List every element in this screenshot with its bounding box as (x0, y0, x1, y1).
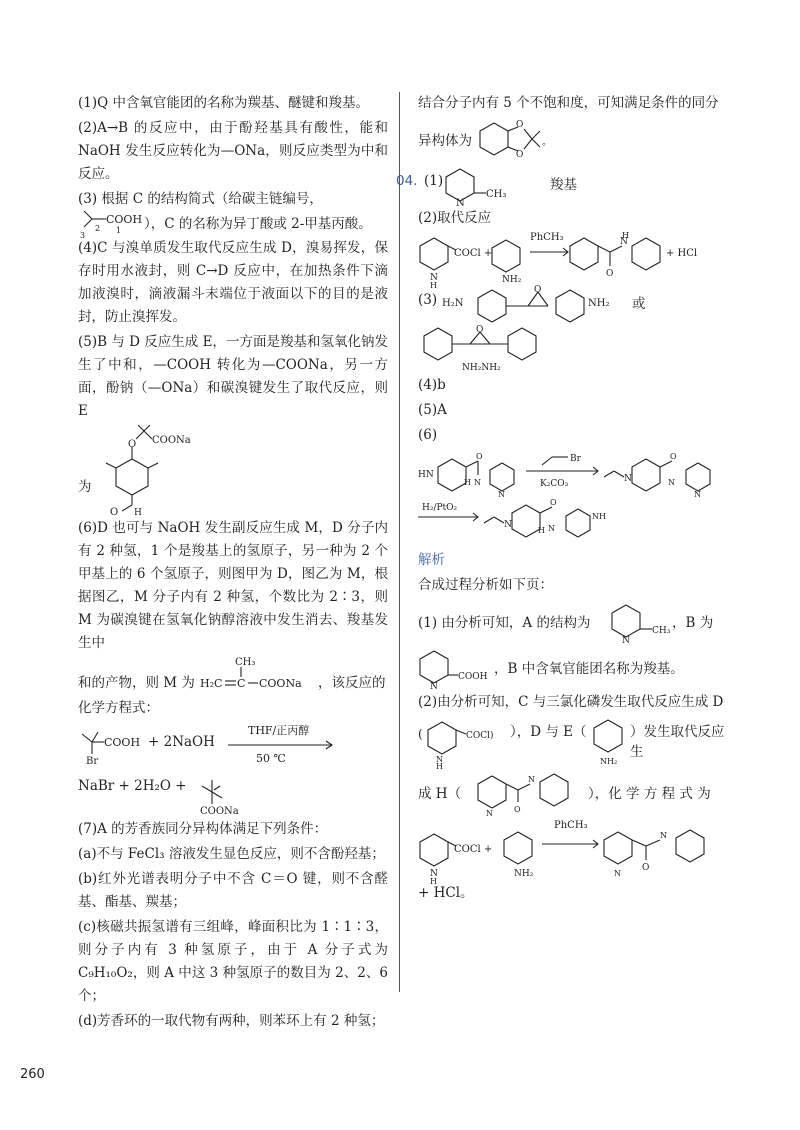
analysis-2b: ），D 与 E（ (510, 724, 587, 740)
svg-text:COCl +: COCl + (454, 248, 493, 259)
answer-6c: 化学方程式： (78, 700, 159, 716)
answer-7a: (a)不与 FeCl₃ 溶液发生显色反应，则不含酚羟基； (78, 846, 385, 862)
column-divider (399, 92, 400, 992)
svg-text:Br: Br (86, 756, 99, 767)
eq-cond-bottom: 50 ℃ (256, 752, 286, 765)
benzodioxole-structure (476, 113, 556, 163)
equation-row-1 (78, 722, 388, 772)
equation-row-2 (78, 772, 388, 818)
a6: (6) (418, 427, 438, 443)
right-r2-line (418, 117, 728, 165)
svg-text:H: H (538, 526, 545, 535)
svg-text:COCl): COCl) (466, 731, 494, 741)
analysis-1c: ，B 中含氧官能团名称为羧基。 (494, 661, 684, 677)
svg-text:N: N (660, 831, 667, 840)
svg-text:(: ( (418, 727, 423, 741)
svg-text:O: O (110, 507, 119, 518)
svg-text:C: C (237, 677, 246, 690)
answer-4: (4)C 与溴单质发生取代反应生成 D，溴易挥发，保存时用水液封，则 C→D 反应中，在加热条件下滴加液溴时，滴液漏斗末端位于液面以下的目的是液封，防止溴挥发。 (78, 240, 388, 325)
analysis-1a: (1) 由分析可知，A 的结构为 (418, 615, 591, 631)
svg-text:N: N (430, 273, 438, 283)
svg-text:H₂N: H₂N (442, 298, 464, 309)
analysis-2-line (418, 716, 728, 771)
answer-7d: (d)芳香环的一取代物有两种，则苯环上有 2 种氢； (78, 1013, 385, 1029)
a6-reaction-2 (418, 499, 658, 549)
answer-5-structure (78, 425, 388, 517)
svg-text:O: O (514, 805, 521, 814)
svg-text:N: N (620, 237, 628, 247)
analysis-2-equation (418, 818, 728, 886)
answer-3a: (3) 根据 C 的结构简式（给碳主链编号， (78, 191, 323, 207)
a6-row-2 (418, 499, 728, 549)
a6-cond-2: H₂/PtO₂ (422, 503, 458, 513)
a6-row-1 (418, 449, 728, 499)
svg-text:N: N (504, 520, 512, 530)
svg-text:N: N (498, 490, 505, 499)
answer-5-wei: 为 (78, 479, 92, 495)
svg-text:N: N (622, 636, 630, 646)
compound-m-structure (198, 657, 328, 697)
analysis-2d: 成 H（ (418, 786, 462, 802)
svg-text:NH: NH (592, 512, 606, 521)
answer-6: (6)D 也可与 NaOH 发生副反应生成 M，D 分子内有 2 种氢，1 个是羧基上的氢原子，另一种为 2 个甲基上的 6 个氢原子，则图甲为 D，图乙为 M，根据图乙，M 分子内有 2 种氢，个数比为 2∶3，则 M 为碳溴键在氢氧化钠醇溶液中发生消去、羧基发生中 (78, 520, 388, 651)
methacrylate-structure (196, 772, 276, 818)
a5: (5)A (418, 402, 447, 418)
analysis-2-cond: PhCH₃ (554, 820, 588, 831)
analysis-1-line-2 (418, 645, 728, 691)
svg-text:N: N (528, 775, 535, 784)
a3-structure-2 (418, 322, 558, 374)
answer-3-line (78, 213, 388, 240)
b-structure (418, 645, 498, 691)
right-r1: 结合分子内有 5 个不饱和度，可知满足条件的同分 (418, 95, 719, 111)
eq-products: NaBr + 2H₂O + (78, 778, 187, 794)
answer-6b-post: ，该反应的 (318, 675, 386, 691)
svg-text:NH₂NH₂: NH₂NH₂ (462, 363, 501, 373)
a3-line-2 (418, 322, 728, 374)
svg-text:N: N (474, 478, 481, 487)
svg-text:COONa: COONa (152, 435, 191, 446)
svg-text:N: N (614, 869, 621, 878)
a3-structure-1 (442, 282, 662, 322)
reaction-arrow (228, 740, 338, 750)
answer-6b-pre: 和的产物，则 M 为 (78, 675, 195, 691)
bromo-acid-structure (78, 722, 141, 770)
svg-text:2: 2 (95, 224, 101, 233)
svg-text:NH₂: NH₂ (588, 298, 610, 309)
svg-text:N: N (430, 682, 438, 692)
svg-text:O: O (670, 452, 677, 461)
eq-cond-top: THF/正丙醇 (248, 724, 310, 737)
a1-label: (1) (424, 173, 444, 189)
answer-1: (1)Q 中含氧官能团的名称为羰基、醚键和羧基。 (78, 95, 369, 111)
answer-7c: (c)核磁共振氢谱有三组峰，峰面积比为 1∶1∶3，则分子内有 3 种氢原子，由于 A 分子式为 C₉H₁₀O₂，则 A 中这 3 种氢原子的数目为 2、2、6 个； (78, 919, 388, 1004)
a3-label: (3) (418, 292, 438, 308)
svg-text:HN: HN (418, 470, 434, 480)
answer-6-m-line (78, 657, 388, 697)
svg-text:COONa: COONa (259, 677, 302, 690)
svg-text:+ HCl: + HCl (666, 248, 698, 259)
svg-text:CH₃: CH₃ (486, 189, 507, 200)
answer-5: (5)B 与 D 反应生成 E，一方面是羧基和氢氧化钠发生了中和，—COOH 转化为—COONa，另一方面，酚钠（—ONa）和碳溴键发生了取代反应，则 E (78, 334, 388, 419)
svg-text:COOH: COOH (458, 672, 488, 682)
svg-text:H: H (436, 762, 443, 771)
svg-text:COONa: COONa (200, 806, 239, 817)
question-number: 04. (396, 173, 418, 189)
compound-e-structure (92, 423, 202, 517)
a1-group: 羧基 (550, 177, 577, 193)
svg-text:O: O (476, 452, 483, 461)
a2-reaction-structures (418, 231, 728, 290)
svg-text:O: O (128, 439, 137, 450)
svg-text:N: N (436, 755, 443, 764)
analysis-2a: (2)由分析可知，C 与三氯化磷发生取代反应生成 D (418, 694, 724, 710)
svg-text:COCl +: COCl + (454, 844, 493, 855)
h-structure (468, 768, 598, 818)
analysis-2f: + HCl。 (418, 885, 474, 901)
eq-naoh: + 2NaOH (148, 734, 215, 750)
a2-label: (2)取代反应 (418, 210, 492, 226)
analysis-1-line (418, 599, 728, 645)
a6-reaction-1 (418, 449, 728, 499)
svg-text:N: N (668, 478, 675, 487)
a3-line-1 (418, 282, 728, 322)
page-number: 260 (20, 1067, 45, 1082)
analysis-2e: ），化 学 方 程 式 为 (588, 786, 711, 802)
svg-text:CH₃: CH₃ (652, 626, 671, 636)
a3-or: 或 (632, 296, 646, 312)
analysis-2c: ）发生取代反应生 (630, 724, 725, 760)
svg-text:O: O (476, 325, 484, 335)
svg-text:O: O (534, 285, 542, 295)
svg-text:COOH: COOH (106, 213, 143, 226)
svg-text:Br: Br (570, 454, 581, 464)
svg-text:H: H (464, 478, 471, 487)
svg-text:H: H (622, 231, 629, 240)
svg-text:H: H (134, 508, 142, 518)
svg-text:。: 。 (542, 137, 552, 148)
a2-cond: PhCH₃ (530, 232, 564, 243)
answer-3b: ），C 的名称为异丁酸或 2-甲基丙酸。 (144, 216, 372, 232)
analysis-0: 合成过程分析如下页： (418, 577, 553, 593)
svg-text:H₂C: H₂C (200, 677, 223, 690)
d-structure (418, 716, 518, 771)
analysis-1b: ，B 为 (672, 615, 714, 631)
svg-text:O: O (516, 120, 524, 130)
svg-text:NH₂: NH₂ (600, 757, 618, 766)
a2-equation (418, 231, 728, 290)
right-column (396, 92, 728, 907)
svg-text:1: 1 (116, 226, 122, 235)
a6-cond-1: K₂CO₃ (540, 479, 569, 489)
answer-2: (2)A→B 的反应中，由于酚羟基具有酸性，能和 NaOH 发生反应转化为—ONa，则反应类型为中和反应。 (78, 120, 388, 182)
svg-text:NH₂: NH₂ (502, 275, 522, 285)
svg-text:N: N (624, 474, 632, 484)
answer-7b: (b)红外光谱表明分子中不含 C＝O 键，则不含醛基、酯基、羰基； (78, 871, 388, 910)
jiexi-heading: 解析 (418, 552, 445, 568)
svg-text:N: N (486, 809, 493, 818)
analysis-2d-line (418, 768, 728, 818)
svg-text:O: O (642, 863, 650, 873)
svg-text:N: N (430, 869, 438, 879)
svg-text:CH₃: CH₃ (235, 657, 256, 668)
svg-text:N: N (694, 490, 701, 499)
left-column (78, 92, 388, 1035)
svg-text:COOH: COOH (104, 736, 141, 749)
methylpyridine-structure (444, 165, 524, 207)
svg-text:O: O (550, 498, 557, 507)
svg-text:O: O (606, 269, 614, 279)
svg-text:3: 3 (80, 231, 86, 240)
answer-04-1 (396, 165, 728, 209)
svg-text:O: O (516, 150, 524, 160)
svg-text:N: N (456, 198, 465, 209)
answer-7: (7)A 的芳香族同分异构体满足下列条件： (78, 821, 328, 837)
a4: (4)b (418, 377, 446, 393)
svg-text:NH₂: NH₂ (514, 869, 534, 879)
svg-text:H: H (430, 877, 437, 886)
svg-text:N: N (548, 524, 555, 533)
right-r2: 异构体为 (418, 133, 472, 149)
svg-text:H: H (430, 281, 437, 290)
